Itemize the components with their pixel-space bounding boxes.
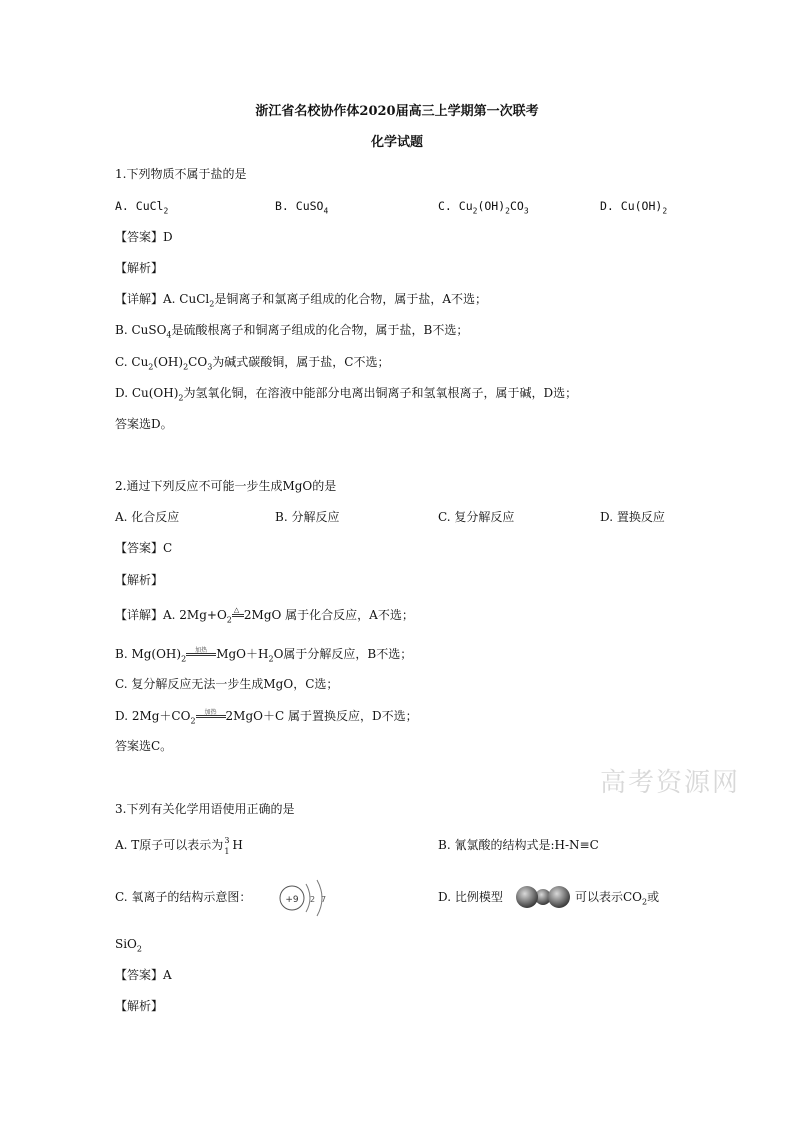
q2-stem: 2.通过下列反应不可能一步生成MgO的是 (115, 479, 337, 493)
q3-option-b: B. 氰氯酸的结构式是:H-N≡C (438, 838, 599, 852)
q1-answer: 【答案】D (115, 230, 173, 244)
side-atom-right (548, 886, 570, 908)
space-filling-model (515, 884, 571, 910)
q1-detail-b: B. CuSO$_4$是硫酸根离子和铜离子组成的化合物，属于盐，B不选； (115, 323, 469, 340)
q3-option-d-text: 可以表示$CO_2$或 (575, 890, 660, 907)
q2-analysis-label: 【解析】 (115, 573, 164, 587)
q1-conclusion: 答案选D。 (115, 417, 173, 431)
q1-option-c: C. $Cu_2(OH)_2CO_3$ (438, 199, 529, 216)
q3-option-d-continued: SiO$_2$ (115, 937, 142, 954)
q2-answer: 【答案】C (115, 541, 173, 555)
q1-option-d: D. $Cu(OH)_2$ (600, 199, 668, 216)
electron-count-2: 7 (321, 895, 327, 904)
q1-stem: 1.下列物质不属于盐的是 (115, 167, 247, 181)
q2-detail-a: 【详解】A. $2Mg+O_2$ △ 2MgO 属于化合反应，A不选； (115, 606, 414, 625)
q1-option-b: B. CuSO$_4$ (275, 199, 329, 216)
q3-analysis-label: 【解析】 (115, 999, 164, 1013)
q1-detail-c: C. $Cu_2(OH)_2CO_3$为碱式碳酸铜，属于盐，C不选； (115, 355, 390, 372)
q2-option-d: D. 置换反应 (600, 510, 665, 524)
watermark: 高考资源网 (600, 768, 741, 798)
q2-detail-c: C. 复分解反应无法一步生成MgO，C选； (115, 677, 339, 691)
q3-answer: 【答案】A (115, 968, 172, 982)
q2-option-c: C. 复分解反应 (438, 510, 515, 524)
q2-conclusion: 答案选C。 (115, 739, 173, 753)
side-atom-left (516, 886, 538, 908)
q3-stem: 3.下列有关化学用语使用正确的是 (115, 802, 295, 816)
q1-analysis-label: 【解析】 (115, 261, 164, 275)
q1-detail-a: 【详解】A. CuCl$_2$是铜离子和氯离子组成的化合物，属于盐，A不选； (115, 292, 487, 309)
nucleus-charge: +9 (285, 895, 299, 905)
q2-option-b: B. 分解反应 (275, 510, 340, 524)
q2-option-a: A. 化合反应 (115, 510, 180, 524)
q1-option-a: A. CuCl$_2$ (115, 199, 169, 216)
ion-structure-diagram (276, 876, 336, 920)
page-title: 浙江省名校协作体2020届高三上学期第一次联考 (255, 104, 539, 119)
q2-detail-d: D. $2Mg+CO_2$ 加热 2MgO＋C 属于置换反应，D不选； (115, 709, 418, 726)
q2-detail-b: B. $Mg(OH)_2$ 加热 $MgO+H_2O$属于分解反应，B不选； (115, 647, 413, 664)
heat-condition-equals: 加热 (186, 645, 216, 659)
electron-count-1: 2 (310, 895, 316, 904)
nuclide-notation: 3 1 (224, 836, 230, 856)
q3-option-c: C. 氧离子的结构示意图： (115, 890, 252, 904)
heat-condition-equals: △ (232, 606, 244, 620)
heat-condition-equals: 加热 (196, 707, 226, 721)
q3-option-a: A. T原子可以表示为 3 1 H (115, 836, 243, 856)
q3-option-d-label: D. 比例模型 (438, 890, 503, 904)
q1-detail-d: D. $Cu(OH)_2$为氢氧化铜，在溶液中能部分电离出铜离子和氢氧根离子，属于碱，D选； (115, 386, 578, 403)
page-subtitle: 化学试题 (370, 135, 423, 150)
